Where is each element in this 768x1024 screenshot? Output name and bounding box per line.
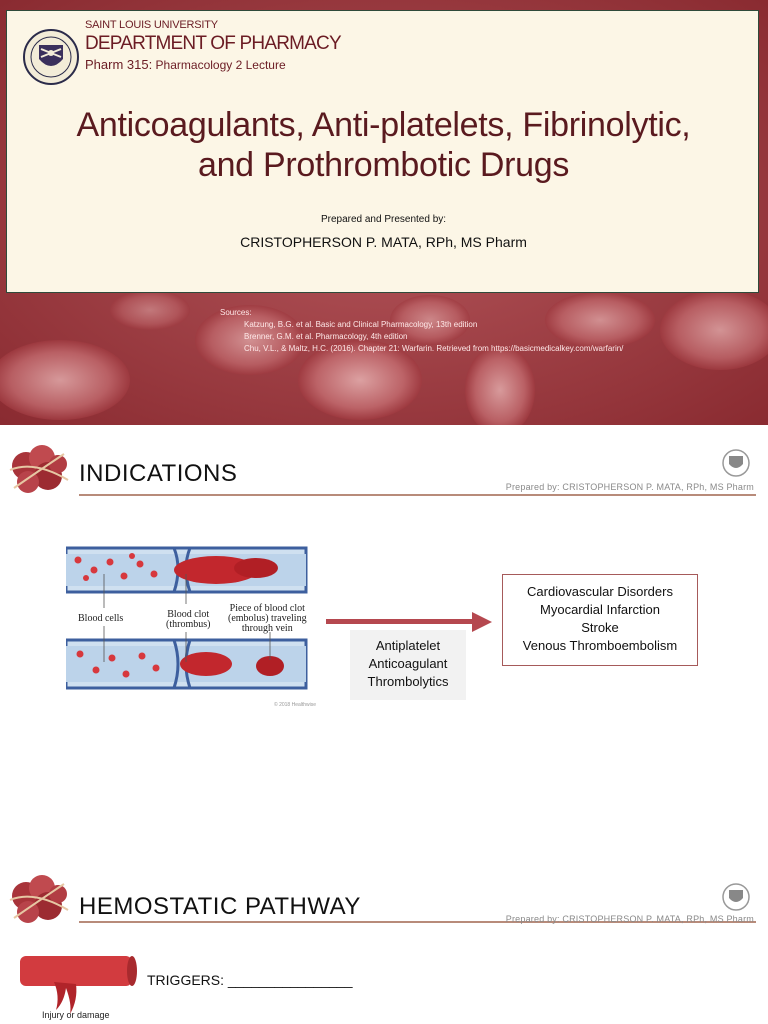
indications-slide: [0, 430, 768, 842]
drug-classes-box: [350, 630, 466, 700]
drug-class-item: Antiplatelet: [375, 638, 441, 653]
course-name: Pharmacology 2 Lecture: [155, 58, 286, 72]
source-item: Katzung, B.G. et al. Basic and Clinical Pharmacology, 13th edition: [244, 320, 478, 329]
drug-class-item: Thrombolytics: [367, 674, 449, 689]
university-seal-icon: [17, 27, 87, 87]
arrow-right-icon: [326, 612, 492, 632]
prepared-label: Prepared and Presented by:: [320, 214, 447, 225]
indication-item: Stroke: [581, 620, 619, 635]
lecture-title-line2: and Prothrombotic Drugs: [197, 146, 570, 184]
prepared-by-credit: Prepared by: CRISTOPHERSON P. MATA, RPh, MS Pharm: [505, 914, 754, 924]
course-label: [85, 57, 286, 72]
university-name: SAINT LOUIS UNIVERSITY: [85, 19, 218, 31]
prepared-by-credit: Prepared by: CRISTOPHERSON P. MATA, RPh, MS Pharm: [505, 482, 754, 492]
lecture-title: [7, 105, 760, 185]
university-seal-icon: [716, 882, 756, 912]
indication-item: Cardiovascular Disorders: [527, 584, 673, 599]
course-code: Pharm 315:: [85, 57, 153, 72]
embolus-label: Piece of blood clot (embolus) traveling through vein: [228, 603, 307, 634]
blood-clot-label: Blood clot (thrombus): [166, 609, 211, 630]
image-copyright: © 2018 Healthwise: [274, 702, 317, 708]
indications-box: [502, 574, 698, 666]
slide-title: INDICATIONS: [79, 460, 238, 487]
blood-cells-label: Blood cells: [78, 613, 124, 624]
title-underline: [79, 494, 756, 496]
blood-clot-icon: [4, 440, 72, 498]
triggers-label: TRIGGERS: ________________: [147, 972, 353, 988]
sources-block: [220, 307, 623, 355]
title-slide: [0, 0, 768, 425]
slide-title: HEMOSTATIC PATHWAY: [79, 893, 361, 920]
hemostatic-pathway-slide: [0, 860, 768, 1024]
university-seal-icon: [716, 448, 756, 478]
sources-label: Sources:: [220, 308, 252, 317]
injured-vessel-icon: [20, 952, 140, 1018]
department-name: DEPARTMENT OF PHARMACY: [85, 33, 341, 54]
lecture-title-line1: Anticoagulants, Anti-platelets, Fibrinolytic,: [76, 106, 691, 144]
source-item: Chu, V.L., & Maltz, H.C. (2016). Chapter 21: Warfarin. Retrieved from https://basicmedicalkey.com/warfarin/: [244, 344, 624, 353]
injury-label: Injury or damage: [42, 1010, 110, 1020]
indication-item: Myocardial Infarction: [540, 602, 660, 617]
presenter-name: CRISTOPHERSON P. MATA, RPh, MS Pharm: [240, 234, 527, 250]
indication-item: Venous Thromboembolism: [522, 638, 678, 653]
title-card: [6, 10, 759, 293]
blood-clot-icon: [4, 870, 72, 928]
source-item: Brenner, G.M. et al. Pharmacology, 4th edition: [244, 332, 408, 341]
drug-class-item: Anticoagulant: [368, 656, 448, 671]
